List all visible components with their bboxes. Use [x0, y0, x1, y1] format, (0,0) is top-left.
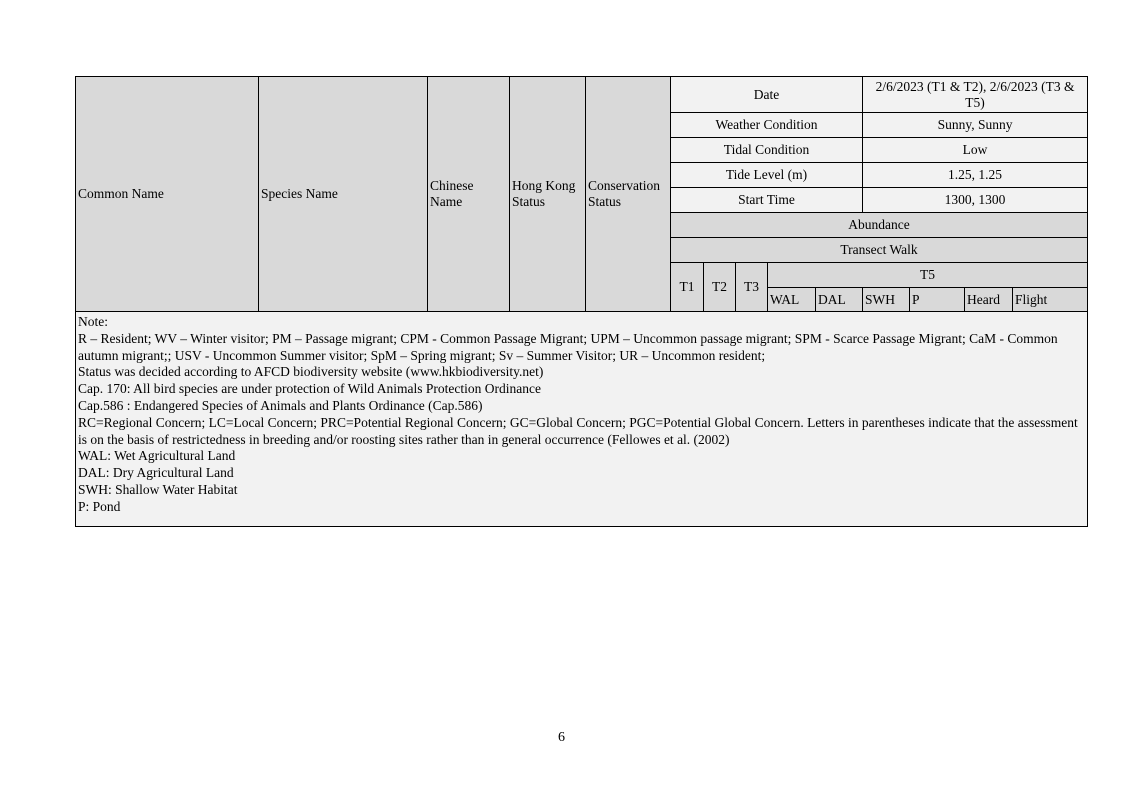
note-wal: WAL: Wet Agricultural Land: [78, 448, 236, 464]
header-hk-status: Hong Kong Status: [510, 77, 586, 312]
t5-wal: WAL: [768, 288, 816, 312]
tide-level-value: 1.25, 1.25: [863, 163, 1088, 188]
note-concern-codes: RC=Regional Concern; LC=Local Concern; PRC=Potential Regional Concern; GC=Global Concern; PGC=Potential Global Concern. Letters in parentheses indicate that the assessment is on the basis of restrictedness in breeding and/or roosting sites rather than in general occurrence (Fellowes et al. (2002): [78, 414, 1078, 447]
header-conservation-status: Conservation Status: [586, 77, 671, 312]
date-value: 2/6/2023 (T1 & T2), 2/6/2023 (T3 & T5): [863, 77, 1088, 113]
t5-heard: Heard: [965, 288, 1013, 312]
note-dal: DAL: Dry Agricultural Land: [78, 465, 234, 481]
notes-cell: [76, 312, 1088, 527]
start-time-label: Start Time: [671, 188, 863, 213]
note-cap-170: Cap. 170: All bird species are under protection of Wild Animals Protection Ordinance: [78, 381, 541, 397]
t5-swh: SWH: [863, 288, 910, 312]
note-swh: SWH: Shallow Water Habitat: [78, 481, 238, 497]
note-heading: Note:: [78, 314, 108, 329]
header-common-name: Common Name: [76, 77, 259, 312]
date-label: Date: [671, 77, 863, 113]
t5-p: P: [910, 288, 965, 312]
transect-t5: T5: [768, 263, 1088, 288]
transect-walk-header: Transect Walk: [671, 238, 1088, 263]
t5-dal: DAL: [816, 288, 863, 312]
t5-flight: Flight: [1013, 288, 1088, 312]
tide-level-label: Tide Level (m): [671, 163, 863, 188]
transect-t1: T1: [671, 263, 704, 312]
weather-value: Sunny, Sunny: [863, 113, 1088, 138]
header-species-name: Species Name: [259, 77, 428, 312]
header-chinese-name: Chinese Name: [428, 77, 510, 312]
note-status-source: Status was decided according to AFCD biodiversity website (www.hkbiodiversity.net): [78, 364, 544, 380]
transect-t3: T3: [736, 263, 768, 312]
page-number: 6: [558, 730, 565, 745]
bird-survey-table: [75, 76, 1088, 527]
note-cap-586: Cap.586 : Endangered Species of Animals and Plants Ordinance (Cap.586): [78, 397, 483, 413]
tidal-condition-value: Low: [863, 138, 1088, 163]
weather-label: Weather Condition: [671, 113, 863, 138]
start-time-value: 1300, 1300: [863, 188, 1088, 213]
abundance-header: Abundance: [671, 213, 1088, 238]
tidal-condition-label: Tidal Condition: [671, 138, 863, 163]
note-p: P: Pond: [78, 498, 121, 514]
transect-t2: T2: [704, 263, 736, 312]
note-status-codes: R – Resident; WV – Winter visitor; PM – Passage migrant; CPM - Common Passage Migrant; UPM – Uncommon passage migrant; SPM - Scarce Passage Migrant; CaM - Common autumn migrant;; USV - Uncommon Summer visitor; SpM – Spring migrant; Sv – Summer Visitor; UR – Uncommon resident;: [78, 330, 1058, 363]
